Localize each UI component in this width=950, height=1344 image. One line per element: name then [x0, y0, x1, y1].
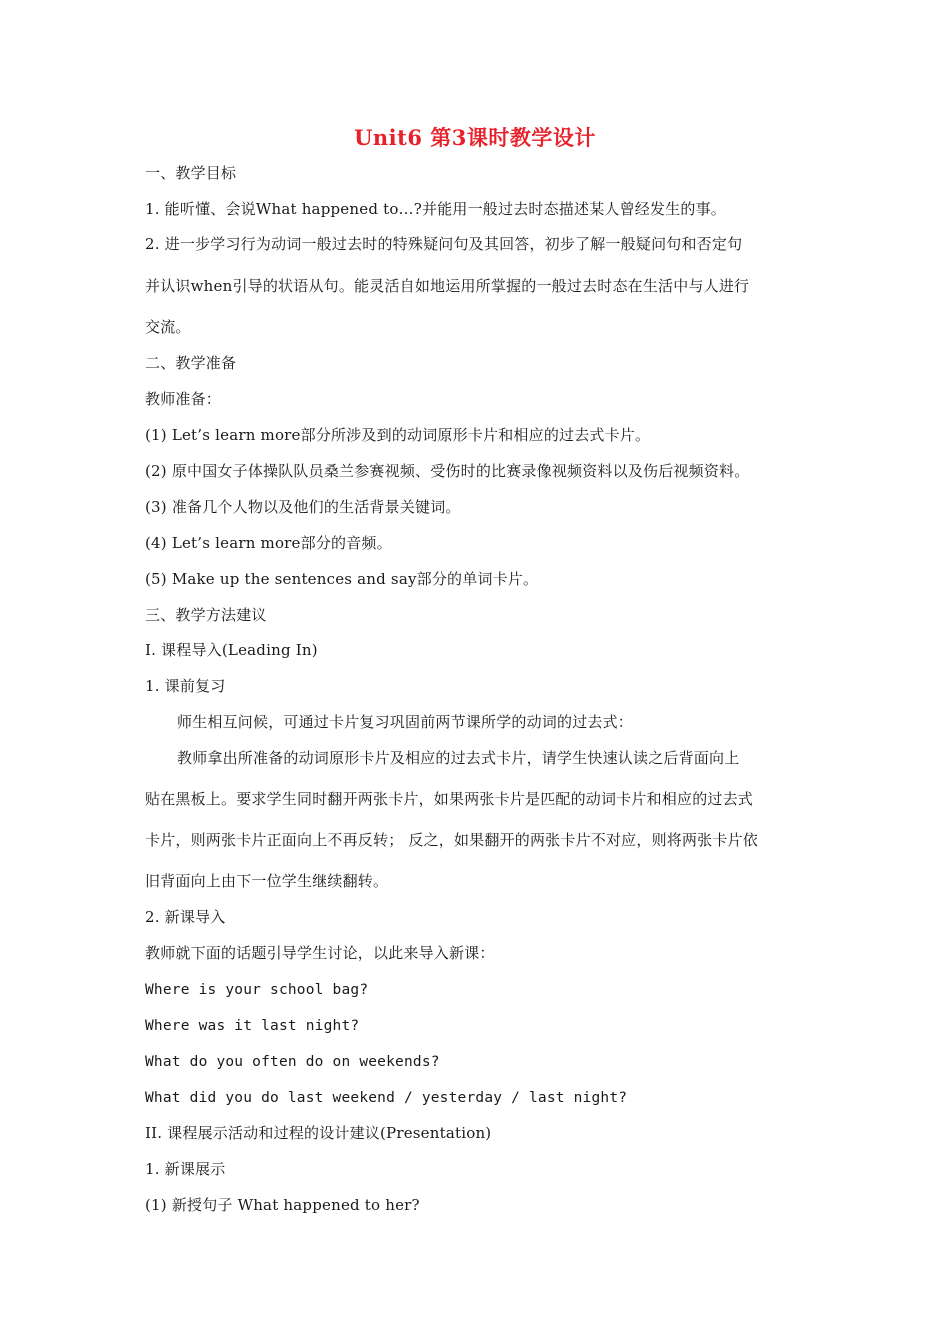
- paragraph-line: 2. 进一步学习行为动词一般过去时的特殊疑问句及其回答，初步了解一般疑问句和否定句: [145, 235, 743, 253]
- paragraph-line: 教师拿出所准备的动词原形卡片及相应的过去式卡片，请学生快速认读之后背面向上: [177, 749, 740, 767]
- section-heading-preparation: 二、教学准备: [145, 354, 237, 372]
- paragraph-line: 旧背面向上由下一位学生继续翻转。: [145, 872, 389, 890]
- section-heading-objectives: 一、教学目标: [145, 164, 237, 182]
- example-sentence: Where is your school bag?: [145, 982, 369, 998]
- list-item: (4) Let’s learn more部分的音频。: [145, 534, 392, 552]
- list-item: (3) 准备几个人物以及他们的生活背景关键词。: [145, 498, 461, 516]
- document-title: Unit6 第3课时教学设计: [354, 125, 596, 150]
- example-sentence: Where was it last night?: [145, 1018, 360, 1034]
- list-item: (5) Make up the sentences and say部分的单词卡片。: [145, 570, 539, 588]
- paragraph-line: 交流。: [145, 318, 191, 336]
- paragraph-line: 教师准备：: [145, 390, 222, 408]
- example-sentence: What did you do last weekend / yesterday / last night?: [145, 1090, 628, 1106]
- paragraph-line: 教师就下面的话题引导学生讨论，以此来导入新课：: [145, 944, 495, 962]
- subsection-heading: II. 课程展示活动和过程的设计建议(Presentation): [145, 1124, 492, 1142]
- paragraph-line: 1. 能听懂、会说What happened to…?并能用一般过去时态描述某人曾经发生的事。: [145, 200, 726, 218]
- list-item: (1) Let’s learn more部分所涉及到的动词原形卡片和相应的过去式卡片。: [145, 426, 651, 444]
- subsection-heading: 2. 新课导入: [145, 908, 226, 926]
- paragraph-line: 卡片，则两张卡片正面向上不再反转； 反之，如果翻开的两张卡片不对应，则将两张卡片依: [145, 831, 758, 849]
- example-sentence: What do you often do on weekends?: [145, 1054, 440, 1070]
- paragraph-line: 并认识when引导的状语从句。能灵活自如地运用所掌握的一般过去时态在生活中与人进行: [145, 277, 750, 295]
- subsection-heading: 1. 新课展示: [145, 1160, 226, 1178]
- subsection-heading: 1. 课前复习: [145, 677, 226, 695]
- paragraph-line: 贴在黑板上。要求学生同时翻开两张卡片，如果两张卡片是匹配的动词卡片和相应的过去式: [145, 790, 754, 808]
- subsection-heading: I. 课程导入(Leading In): [145, 641, 318, 659]
- section-heading-methods: 三、教学方法建议: [145, 606, 267, 624]
- paragraph-line: 师生相互问候，可通过卡片复习巩固前两节课所学的动词的过去式：: [177, 713, 634, 731]
- list-item: (1) 新授句子 What happened to her?: [145, 1196, 420, 1214]
- list-item: (2) 原中国女子体操队队员桑兰参赛视频、受伤时的比赛录像视频资料以及伤后视频资料。: [145, 462, 750, 480]
